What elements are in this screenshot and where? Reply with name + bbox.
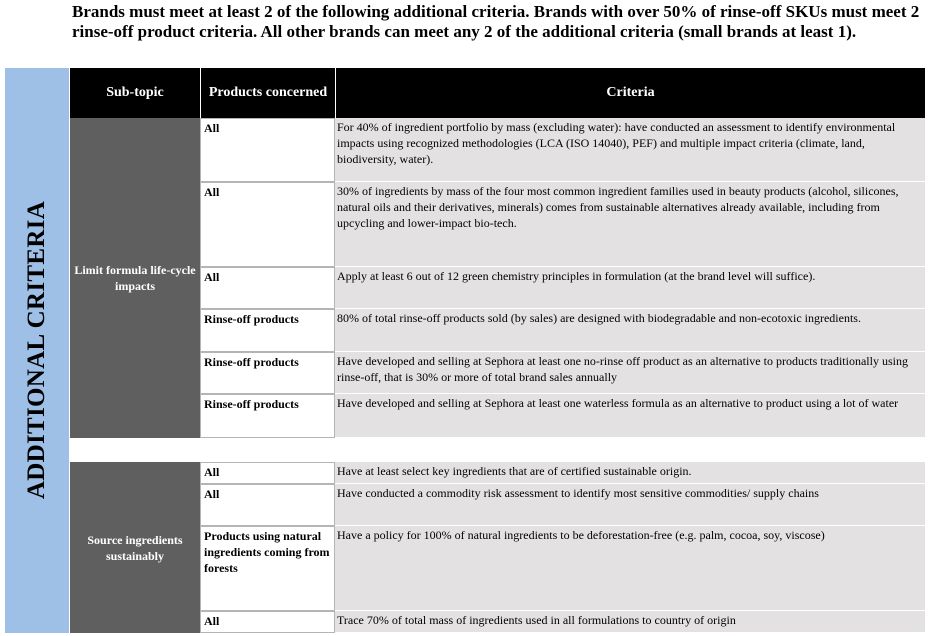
criteria-cell: Have at least select key ingredients that are of certified sustainable origin. bbox=[335, 462, 925, 484]
section-spacer bbox=[70, 438, 925, 462]
criteria-cell: Apply at least 6 out of 12 green chemistry principles in formulation (at the brand level will suffice). bbox=[335, 267, 925, 309]
criteria-cell: Have a policy for 100% of natural ingredients to be deforestation-free (e.g. palm, cocoa, soy, viscose) bbox=[335, 526, 925, 611]
criteria-cell: Have conducted a commodity risk assessment to identify most sensitive commodities/ supply chains bbox=[335, 484, 925, 526]
products-cell: All bbox=[200, 118, 335, 182]
criteria-cell: Have developed and selling at Sephora at least one waterless formula as an alternative to product using a lot of water bbox=[335, 394, 925, 438]
products-cell: Rinse-off products bbox=[200, 394, 335, 438]
criteria-cell: 80% of total rinse-off products sold (by sales) are designed with biodegradable and non-ecotoxic ingredients. bbox=[335, 309, 925, 352]
products-cell: All bbox=[200, 182, 335, 267]
header-subtopic: Sub-topic bbox=[70, 68, 200, 118]
side-label: ADDITIONAL CRITERIA bbox=[23, 200, 50, 500]
products-cell: All bbox=[200, 484, 335, 526]
products-cell: Products using natural ingredients coming from forests bbox=[200, 526, 335, 611]
criteria-cell: For 40% of ingredient portfolio by mass (excluding water): have conducted an assessment to identify environmental impacts using recognized methodologies (LCA (ISO 14040), PEF) and multiple impact criteria (climate, land, biodiversity, water). bbox=[335, 118, 925, 182]
subtopic-limit-formula: Limit formula life-cycle impacts bbox=[70, 118, 200, 438]
products-cell: Rinse-off products bbox=[200, 309, 335, 352]
intro-text: Brands must meet at least 2 of the following additional criteria. Brands with over 50% of rinse-off SKUs must meet 2 rinse-off product criteria. All other brands can meet any 2 of the additional criteria (small brands at least 1). bbox=[72, 2, 920, 41]
criteria-cell: Trace 70% of total mass of ingredients used in all formulations to country of origin bbox=[335, 611, 925, 633]
products-cell: All bbox=[200, 611, 335, 633]
products-cell: Rinse-off products bbox=[200, 352, 335, 394]
products-cell: All bbox=[200, 462, 335, 484]
header-criteria: Criteria bbox=[335, 68, 925, 118]
subtopic-source-ingredients: Source ingredients sustainably bbox=[70, 462, 200, 633]
criteria-cell: Have developed and selling at Sephora at least one no-rinse off product as an alternative to products traditionally using rinse-off, that is 30% or more of total brand sales annually bbox=[335, 352, 925, 394]
criteria-cell: 30% of ingredients by mass of the four most common ingredient families used in beauty products (alcohol, silicones, natural oils and their derivatives, minerals) comes from sustainable alternatives already available, including from upcycling and lower-impact bio-tech. bbox=[335, 182, 925, 267]
header-products: Products concerned bbox=[200, 68, 335, 118]
products-cell: All bbox=[200, 267, 335, 309]
